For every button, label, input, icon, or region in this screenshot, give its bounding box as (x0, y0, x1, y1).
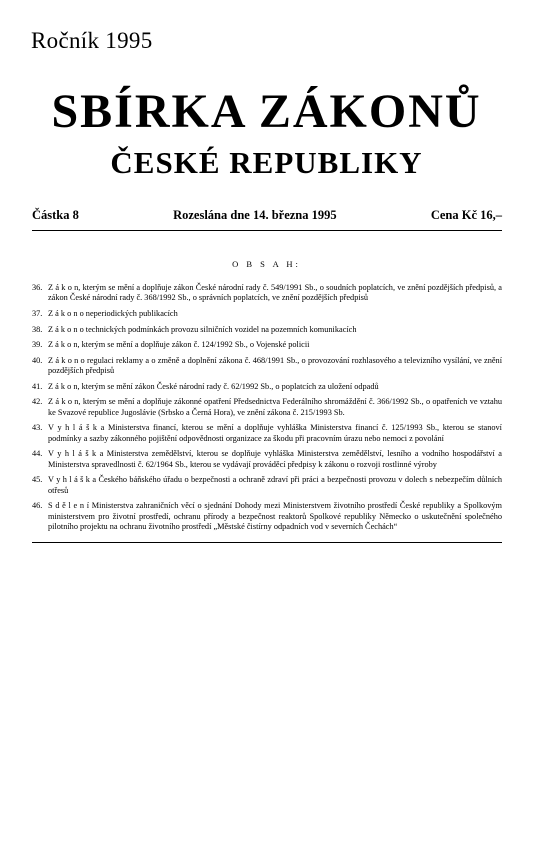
item-number: 38. (32, 324, 43, 334)
issue-meta-row (32, 208, 502, 223)
item-text: Z á k o n, kterým se mění a doplňuje zákon č. 124/1992 Sb., o Vojenské policii (48, 340, 310, 350)
item-number: 41. (32, 381, 43, 391)
contents-heading: O B S A H: (232, 259, 301, 269)
item-text: Z á k o n, kterým se mění a doplňuje zákonné opatření Předsednictva Federálního shromáždění č. 366/1992 Sb., o opatřeních ve vztahu ke Svazové republice Jugoslávie (Srbsko a Černá Hora), ve znění zákona č. 215/1993 Sb. (48, 397, 502, 417)
item-number: 45. (32, 475, 43, 485)
list-item (32, 397, 502, 418)
distribution-date: Rozeslána dne 14. března 1995 (173, 208, 337, 222)
item-text: V y h l á š k a Ministerstva zemědělství, kterou se doplňuje vyhláška Ministerstva zemědělství, lesního a vodního hospodářství a Ministerstva spravedlnosti č. 62/1964 Sb., kterou se vydávají prováděcí předpisy k zákonu o rozvoji rostlinné výroby (48, 449, 502, 469)
item-number: 40. (32, 355, 43, 365)
volume-year: Ročník 1995 (31, 28, 153, 53)
collection-subtitle: ČESKÉ REPUBLIKY (110, 145, 423, 180)
issue-price: Cena Kč 16,– (430, 208, 502, 222)
issue-part: Částka 8 (32, 208, 79, 222)
list-item (32, 501, 502, 532)
item-number: 37. (32, 309, 43, 318)
item-text: V y h l á š k a Ministerstva financí, kterou se mění a doplňuje vyhláška Ministerstva financí č. 125/1993 Sb., kterou se stanoví podmínky a sazby zákonného pojištění odpovědnosti organizace za škodu při pracovním úrazu nebo nemoci z povolání (48, 423, 502, 443)
list-item (32, 423, 502, 444)
collection-title: SBÍRKA ZÁKONŮ (51, 85, 482, 138)
item-text: Z á k o n, kterým se mění zákon České národní rady č. 62/1992 Sb., o poplatcích za uložení odpadů (48, 381, 379, 391)
list-item (32, 340, 502, 350)
list-item (32, 283, 502, 304)
item-text: V y h l á š k a Českého báňského úřadu o bezpečnosti a ochraně zdraví při práci a bezpečnosti provozu v dolech s nebezpečím důlních otřesů (48, 475, 502, 495)
list-item (32, 449, 502, 470)
contents-list (32, 283, 502, 538)
item-number: 42. (32, 397, 43, 407)
list-item (32, 356, 502, 377)
list-item (32, 382, 502, 392)
item-number: 39. (32, 340, 43, 350)
item-number: 46. (32, 501, 43, 511)
list-item (32, 325, 502, 335)
item-text: Z á k o n o neperiodických publikacích (48, 309, 178, 318)
item-number: 44. (32, 449, 43, 459)
item-number: 36. (32, 283, 43, 292)
item-text: Z á k o n, kterým se mění a doplňuje zákon České národní rady č. 549/1991 Sb., o soudních poplatcích, ve znění pozdějších předpisů, a zákon České národní rady č. 368/1992 Sb., o správních poplatcích, ve znění pozdějších předpisů (48, 283, 502, 303)
list-item (32, 309, 502, 319)
divider-top (32, 230, 502, 231)
item-text: S d ě l e n í Ministerstva zahraničních věcí o sjednání Dohody mezi Ministerstvem životního prostředí České republiky a Spolkovým ministerstvem pro životní prostředí, ochranu přírody a bezpečnost reaktorů Spolkové republiky Německo o uskutečnění společného pilotního projektu na ochranu životního prostředí „Městské čistírny odpadních vod v severních Čechách“ (48, 501, 502, 532)
item-text: Z á k o n o regulaci reklamy a o změně a doplnění zákona č. 468/1991 Sb., o provozování rozhlasového a televizního vysílání, ve znění pozdějších předpisů (48, 355, 502, 376)
item-number: 43. (32, 423, 43, 433)
item-text: Z á k o n o technických podmínkách provozu silničních vozidel na pozemních komunikacích (48, 324, 357, 334)
divider-bottom (32, 542, 502, 543)
list-item (32, 475, 502, 496)
